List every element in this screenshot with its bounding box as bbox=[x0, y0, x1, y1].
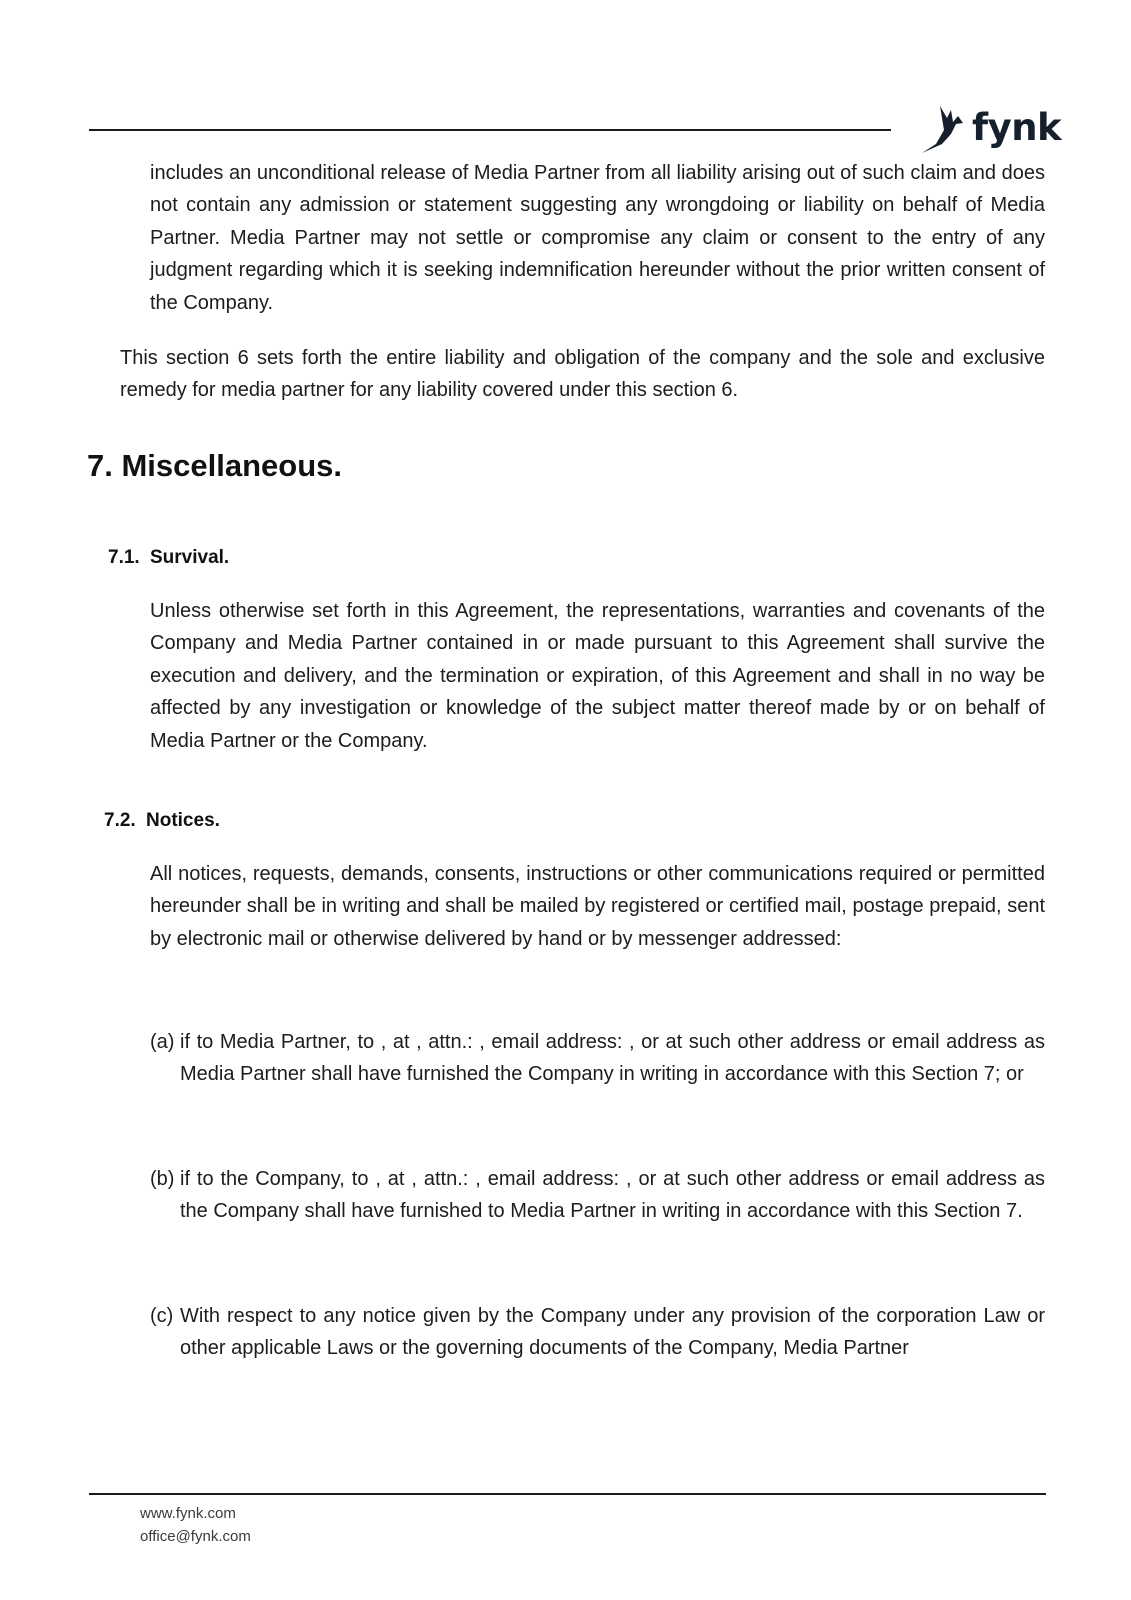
logo-text: fynk bbox=[972, 105, 1062, 149]
subsection-number: 7.1. bbox=[108, 547, 140, 568]
subsection-title: Survival. bbox=[150, 547, 230, 568]
notice-item-c bbox=[150, 1300, 1045, 1365]
item-label: (b) bbox=[150, 1168, 175, 1190]
item-text: if to the Company, to , at , attn.: , email address: , or at such other address or email address as the Company shall have furnished to Media Partner in writing in accordance with this Section 7. bbox=[180, 1168, 1045, 1223]
footer-divider bbox=[89, 1493, 1046, 1495]
footer-email: office@fynk.com bbox=[140, 1528, 251, 1545]
footer-website: www.fynk.com bbox=[140, 1505, 236, 1522]
subsection-heading-notices bbox=[104, 810, 220, 832]
notices-paragraph: All notices, requests, demands, consents, instructions or other communications required or permitted hereunder shall be in writing and shall be mailed by registered or certified mail, postage prepaid, sent by electronic mail or otherwise delivered by hand or by messenger addressed: bbox=[150, 863, 1045, 950]
fynk-logo bbox=[920, 104, 1061, 154]
item-text: if to Media Partner, to , at , attn.: , email address: , or at such other address or email address as Media Partner shall have furnished the Company in writing in accordance with this Section 7; or bbox=[180, 1031, 1045, 1086]
subsection-heading-survival bbox=[108, 547, 229, 569]
section6-note-paragraph: This section 6 sets forth the entire liability and obligation of the company and the sole and exclusive remedy for media partner for any liability covered under this section 6. bbox=[120, 347, 1045, 402]
notice-item-b bbox=[150, 1163, 1045, 1228]
subsection-number: 7.2. bbox=[104, 810, 136, 831]
indemnification-continuation-paragraph: includes an unconditional release of Media Partner from all liability arising out of such claim and does not contain any admission or statement suggesting any wrongdoing or liability on behalf of Media Partner. Media Partner may not settle or compromise any claim or consent to the entry of any judgment regarding which it is seeking indemnification hereunder without the prior written consent of the Company. bbox=[150, 162, 1045, 314]
header-divider bbox=[89, 129, 891, 131]
bird-logo-icon bbox=[920, 104, 964, 154]
item-text: With respect to any notice given by the Company under any provision of the corporation Law or other applicable Laws or the governing documents of the Company, Media Partner bbox=[180, 1305, 1045, 1360]
section-heading-miscellaneous: 7. Miscellaneous. bbox=[87, 448, 342, 483]
item-label: (a) bbox=[150, 1031, 175, 1053]
item-label: (c) bbox=[150, 1305, 174, 1327]
survival-paragraph: Unless otherwise set forth in this Agreement, the representations, warranties and covenants of the Company and Media Partner contained in or made pursuant to this Agreement shall survive the execution and delivery, and the termination or expiration, of this Agreement and shall in no way be affected by any investigation or knowledge of the subject matter thereof made by or on behalf of Media Partner or the Company. bbox=[150, 600, 1045, 752]
subsection-title: Notices. bbox=[146, 810, 220, 831]
notice-item-a bbox=[150, 1026, 1045, 1091]
